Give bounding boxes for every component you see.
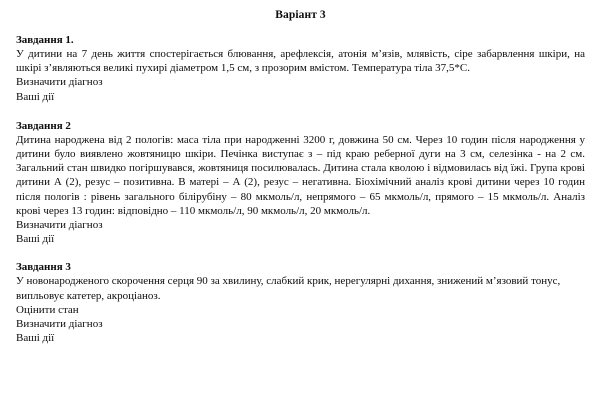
- task-3-prompt-actions: Ваші дії: [16, 332, 55, 345]
- page-title: Варіант 3: [275, 9, 326, 21]
- task-2-prompt-diagnosis: Визначити діагноз: [16, 219, 103, 232]
- task-block-3: [16, 260, 585, 345]
- task-3-heading: Завдання 3: [16, 261, 71, 274]
- spacer-after-task-1: [16, 104, 585, 119]
- task-3-prompt-assess: Оцінити стан: [16, 303, 79, 316]
- task-2-body: Дитина народжена від 2 пологів: маса тіла при народженні 3200 г, довжина 50 см. Через 10 годин після народження у дитини було виявлено жовтяницю шкіри. Печінка виступає з – під краю реберної дуги на 3 см, селезінка - на 2 см. Загальний стан швидко погіршувався, жовтяниця посилювалась. Дитина стала кволою і відмовилась від їжі. Група крові дитини А (2), резус – позитивна. В матері – А (2), резус – негативна. Біохімічний аналіз крові дитини через 10 годин після пологів : рівень загального білірубіну – 80 мкмоль/л, непрямого – 65 мкмоль/л, прямого – 15 мкмоль/л. Аналіз крові через 13 годин: відповідно – 110 мкмоль/л, 90 мкмоль/л, 20 мкмоль/л.: [16, 133, 585, 217]
- task-3-body: У новонародженого скорочення серця 90 за хвилину, слабкий крик, нерегулярні дихання, знижений м’язовий тонус, випльовує катетер, акроціаноз.: [16, 275, 561, 302]
- task-1-prompt-diagnosis: Визначити діагноз: [16, 76, 103, 89]
- task-block-2: [16, 119, 585, 247]
- task-2-heading: Завдання 2: [16, 119, 71, 132]
- task-2-prompt-actions: Ваші дії: [16, 233, 55, 246]
- task-3-prompt-diagnosis: Визначити діагноз: [16, 318, 103, 331]
- spacer-after-task-2: [16, 246, 585, 260]
- task-1-body: У дитини на 7 день життя спостерігається блювання, арефлексія, атонія м’язів, млявість, сіре забарвлення шкіри, на шкірі з’являються великі пухирі діаметром 1,5 см, з прозорим вмістом. Температура тіла 37,5*С.: [16, 48, 585, 75]
- task-1-prompt-actions: Ваші дії: [16, 90, 55, 103]
- task-1-heading: Завдання 1.: [16, 34, 74, 46]
- task-block-1: [16, 33, 585, 104]
